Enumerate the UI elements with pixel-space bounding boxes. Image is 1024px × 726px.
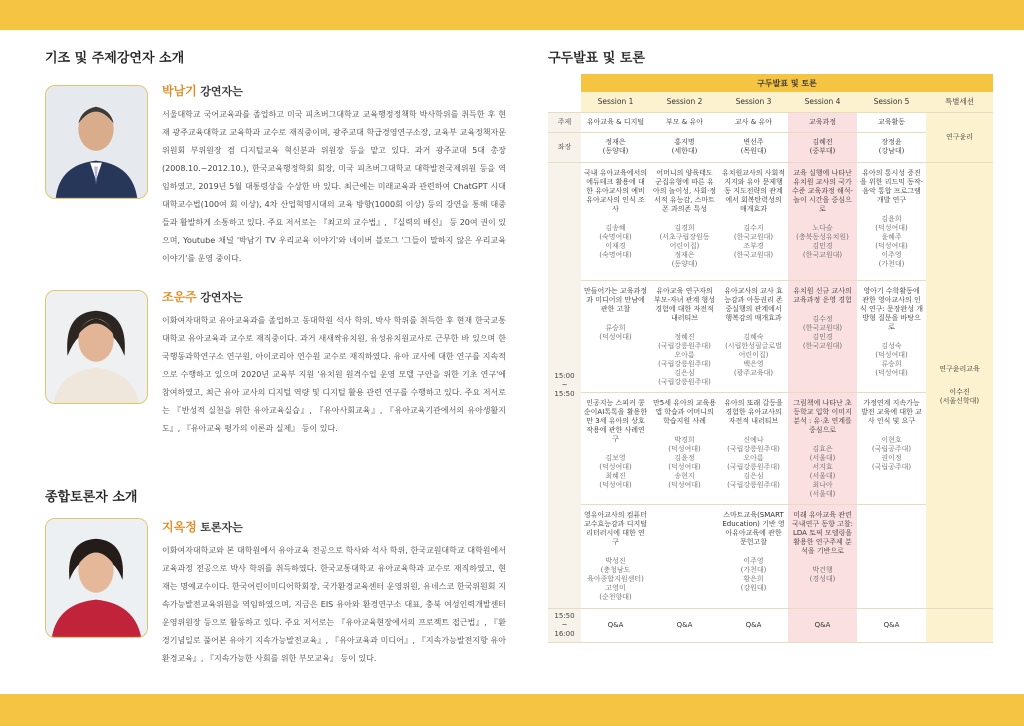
speaker-role: 강연자는 xyxy=(200,85,243,98)
presentation-cell: 유아교육 연구자의 부모-자녀 관계 형성 경험에 대한 자전적 내러티브 정혜진 (국립강릉원주대) 오아름 (국립강릉원주대) 김은심 (국립강릉원주대) xyxy=(650,280,719,392)
presenter-line: (광주교육대) xyxy=(733,368,774,377)
chair-name: 장정윤 xyxy=(881,138,902,146)
presenter-line: (덕성여대) xyxy=(875,350,908,359)
presentation-cell xyxy=(857,504,926,608)
chair-org: (강남대) xyxy=(878,147,905,155)
presenter-line: (국립강릉원주대) xyxy=(658,359,711,368)
chair-cell xyxy=(788,132,857,162)
presenter-line: 오아름 xyxy=(674,350,695,359)
presenter-line: (숙명여대) xyxy=(599,232,632,241)
session-label: Session 3 xyxy=(719,92,788,112)
topic-cell: 유아교육 & 디지털 xyxy=(581,112,650,132)
presenter-line: 육아종합지원센터) xyxy=(587,574,644,583)
speaker-bio-2 xyxy=(162,288,506,438)
speaker-photo-2 xyxy=(45,290,148,404)
chair-label: 좌장 xyxy=(548,132,581,162)
presenter-line: 김보영 xyxy=(605,453,626,462)
presenter-line: (덕성여대) xyxy=(875,368,908,377)
presenter-line: 류승희 xyxy=(881,359,902,368)
presenter-line: (덕성여대) xyxy=(668,462,701,471)
presentation-cell: 유치원 신규 교사의 교육과정 운영 경험 김수정 (한국교원대) 김민경 (한국교원대) xyxy=(788,280,857,392)
presentation-row xyxy=(548,162,993,280)
qa-cell: Q&A xyxy=(788,608,857,642)
discussant-name: 지옥정 xyxy=(162,520,197,534)
session-label: Session 2 xyxy=(650,92,719,112)
presenter-line: (동양대) xyxy=(671,259,698,268)
presenter-line: 어린이집) xyxy=(669,241,700,250)
presentation-cell: 만들어가는 교육과정과 미디어의 만남에 관한 고찰 류승희 (덕성여대) xyxy=(581,280,650,392)
presenter-line: 김민경 xyxy=(812,241,833,250)
discussant-section-title: 종합토론자 소개 xyxy=(45,490,138,505)
presenter-line: (국립공주대) xyxy=(871,462,912,471)
presenter-line: 서지효 xyxy=(812,462,833,471)
presenter-line: 백은영 xyxy=(743,359,764,368)
presenter-line: 이주영 xyxy=(743,556,764,565)
presenter-line: (덕성여대) xyxy=(668,444,701,453)
chair-name: 홍지명 xyxy=(674,138,695,146)
presentation-cell: 스마트교육(SMART Education) 기반 영아유아교육에 관한 문헌고찰 이주영 (가천대) 황은희 (강원대) xyxy=(719,504,788,608)
presenter-line: 최혜진 xyxy=(605,471,626,480)
presenter-line: 권이정 xyxy=(881,453,902,462)
presenter-line: 김송혜 xyxy=(605,223,626,232)
presentation-cell xyxy=(650,504,719,608)
presenter-line: (서울대) xyxy=(809,471,836,480)
qa-cell: Q&A xyxy=(650,608,719,642)
discussant-bio xyxy=(162,518,506,668)
topic-cell: 교육활동 xyxy=(857,112,926,132)
presentation-cell: 국내 유아교육에서의 에듀테크 활용에 대한 유아교사의 예비 유아교사의 인식 조사 김송혜 (숙명여대) 이재경 (숙명여대) xyxy=(581,162,650,280)
presentation-cell: 교육 실행에 나타난 유치원 교사의 국가수준 교육과정 해석-놀이 시간을 중심으로 노다슬 (충북동성유치원) 김민경 (한국교원대) xyxy=(788,162,857,280)
session-label: Session 1 xyxy=(581,92,650,112)
presenter-line: (덕성여대) xyxy=(599,480,632,489)
presentation-cell: 인공지능 스피커 콩순이AI톡톡을 활용한 만 3세 유아의 상호작용에 관한 사례연구 김보영 (덕성여대) 최혜진 (덕성여대) xyxy=(581,392,650,504)
qa-cell: Q&A xyxy=(581,608,650,642)
presenter-line: (국립강릉원주대) xyxy=(658,377,711,386)
speaker-bio-1 xyxy=(162,82,506,268)
presentation-cell: 유아교사의 교사 효능감과 아동권리 존중실행의 관계에서 행복감의 매개효과 김혜숙 (시립한성필글로벌 어린이집) 백은영 (광주교육대) xyxy=(719,280,788,392)
presenter-line: (국립강릉원주대) xyxy=(727,444,780,453)
presenter-line: (서울대) xyxy=(809,489,836,498)
session-label: Session 5 xyxy=(857,92,926,112)
person-silhouette-icon xyxy=(46,519,147,637)
presenter-line: 황은희 xyxy=(743,574,764,583)
presenter-line: 신예나 xyxy=(743,435,764,444)
person-silhouette-icon xyxy=(46,86,147,198)
presenter-line: 윤혜주 xyxy=(881,232,902,241)
topic-cell: 교사 & 유아 xyxy=(719,112,788,132)
speaker-bio-text: 이화여자대학교 유아교육과를 졸업하고 동대학원 석사 학위, 박사 학위를 취득한 후 현재 한국교통대학교 유아교육과 교수로 재직중이다. 과거 새새싹유치원, 유성유치원교사로 근무한 바 있으며 한국행동과학연구소 연구원, 아이코리아 연수원 교수로 재직하였다. 유아 교사에 대한 연구를 지속적으로 수행하고 있으며 2020년 교육부 지원 '유치원 원격수업 운영 모델 구안을 위한 기초 연구'에 참여하였고, 최근 유아 교사의 디지털 역량 및 디지털 활용 관련 연구를 수행하고 있다. 주요 저서로는 『반성적 실천을 위한 유아교육실습』, 『유아사회교육』, 『유아교육기관에서의 유아생활지도』, 『유아교육 평가의 이론과 실제』 등이 있다. xyxy=(162,316,506,433)
presenter-line: (덕성여대) xyxy=(668,480,701,489)
bottom-band xyxy=(0,694,1024,726)
presenter-line: 김은심 xyxy=(743,471,764,480)
presenter-line: 김경희 xyxy=(674,223,695,232)
presentation-cell: 영유아교사의 컴퓨터 교수효능감과 디지털 리터러시에 대한 연구 박성진 (충청남도 육아종합지원센터) 고영미 (순천향대) xyxy=(581,504,650,608)
presentation-cell: 그림책에 나타난 초등학교 입학 이미지 분석 : 유·초 연계를 중심으로 김효은 (서울대) 서지효 (서울대) 최나아 (서울대) xyxy=(788,392,857,504)
presentation-cell: 유아의 통시성 증진을 위한 리드믹 동작·음악 통합 프로그램 개발 연구 김윤희 (덕성여대) 윤혜주 (덕성여대) 이주영 (가천대) xyxy=(857,162,926,280)
presentation-cell: 어머니의 양육태도 군집유형에 따른 유아의 놀이성, 사회·정서적 유능감, 스마트폰 과의존 특성 김경희 (서초구립장원동 어린이집) 정재은 (동양대) xyxy=(650,162,719,280)
person-silhouette-icon xyxy=(46,291,147,403)
presenter-line: 조부경 xyxy=(743,241,764,250)
chair-org: (중부대) xyxy=(809,147,836,155)
qa-cell-empty xyxy=(926,608,993,642)
presentation-cell: 영아기 수학활동에 관한 영아교사의 인식 연구: 문장완성 개방형 질문을 바탕으로 김성숙 (덕성여대) 류승희 (덕성여대) xyxy=(857,280,926,392)
presenter-line: 김수지 xyxy=(743,223,764,232)
table-header-row xyxy=(548,74,993,92)
presenter-line: 노다슬 xyxy=(812,223,833,232)
presenter-line: 어린이집) xyxy=(738,350,769,359)
top-band xyxy=(0,0,1024,30)
speakers-section-title: 기조 및 주제강연자 소개 xyxy=(45,51,185,66)
presenter-line: 김윤희 xyxy=(881,214,902,223)
presenter-line: (순천향대) xyxy=(599,592,632,601)
chair-name: 정재은 xyxy=(605,138,626,146)
presenter-line: 이재경 xyxy=(605,241,626,250)
speaker-role: 강연자는 xyxy=(200,291,243,304)
presenter-line: (국립공주대) xyxy=(871,444,912,453)
discussant-photo xyxy=(45,518,148,638)
presenter-line: (한국교원대) xyxy=(733,232,774,241)
time-label-2: 15:50 ~ 16:00 xyxy=(548,608,581,642)
presenter-line: (덕성여대) xyxy=(875,223,908,232)
presenter-line: (경성대) xyxy=(809,574,836,583)
presenter-line: 김성숙 xyxy=(881,341,902,350)
presenter-line: 김혜숙 xyxy=(743,332,764,341)
presenter-line: (가천대) xyxy=(878,259,905,268)
presenter-line: (충북동성유치원) xyxy=(796,232,849,241)
chair-cell xyxy=(719,132,788,162)
presenter-line: 송현지 xyxy=(674,471,695,480)
presenter-line: 이현호 xyxy=(881,435,902,444)
topic-label: 주제 xyxy=(548,112,581,132)
presenter-line: 류승희 xyxy=(605,323,626,332)
presenter-line: (덕성여대) xyxy=(599,462,632,471)
presenter-line: (국립강릉원주대) xyxy=(727,462,780,471)
presentation-cell: 유치원교사의 사회적지지와 유아 문제행동 지도전략의 관계에서 회복탄력성의 매개효과 김수지 (한국교원대) 조부경 (한국교원대) xyxy=(719,162,788,280)
discussant-bio-text: 이화여자대학교와 본 대학원에서 유아교육 전공으로 학사와 석사 학위, 한국교원대학교 대학원에서 교육과정 전공으로 박사 학위를 취득하였다. 한국교통대학교 유아교육학과 교수로 재직하였고, 현재는 명예교수이다. 한국어린이미디어학회장, 국가환경교육센터 운영위원, 유네스코 한국위원회 지속가능발전교육위원을 역임하였으며, 지금은 EIS 유아와 환경연구소 대표, 충북 여성인력개발센터 운영위원장 등으로 활동하고 있다. 주요 저서로는 『유아교육현장에서의 프로젝트 접근법』, 『환경기념일로 풀어본 유아기 지속가능발전교육』, 『유아교육과 미디어』, 『지속가능발전지향 유아환경교육』, 『지속가능한 사회를 위한 부모교육』 등이 있다. xyxy=(162,546,506,663)
session-label: Session 4 xyxy=(788,92,857,112)
presenter-line: 정혜진 xyxy=(674,332,695,341)
presenter-line: 김효은 xyxy=(812,444,833,453)
special-session-label: 특별세션 xyxy=(926,92,993,112)
presenter-line: 김윤정 xyxy=(674,453,695,462)
presenter-line: (시립한성필글로벌 xyxy=(725,341,782,350)
program-section-title: 구두발표 및 토론 xyxy=(548,51,645,66)
chair-org: (목원대) xyxy=(740,147,767,155)
chair-org: (세한대) xyxy=(671,147,698,155)
presenter-line: 김민경 xyxy=(812,332,833,341)
chair-name: 김혜전 xyxy=(812,138,833,146)
presenter-line: (국립강릉원주대) xyxy=(727,480,780,489)
qa-row xyxy=(548,608,993,642)
presentation-cell: 가정연계 지속가능 발전 교육에 대한 교사 인식 및 요구 이현호 (국립공주대) 권이정 (국립공주대) xyxy=(857,392,926,504)
program-table xyxy=(548,74,993,643)
presenter-line: (한국교원대) xyxy=(733,250,774,259)
chair-cell xyxy=(581,132,650,162)
presenter-line: (강원대) xyxy=(740,583,767,592)
chair-cell xyxy=(650,132,719,162)
presenter-line: (한국교원대) xyxy=(802,250,843,259)
speaker-photo-1 xyxy=(45,85,148,199)
speaker-bio-text: 서울대학교 국어교육과를 졸업하고 미국 피츠버그대학교 교육행정정책학 박사학위를 취득한 후 현재 광주교육대학교 교육학과 교수로 재직중이며, 광주교대 학급경영연구소장, 교육부 교육정책자문위원회 부위원장 겸 디지털교육 혁신분과 위원장 등을 맡고 있다. 과거 광주교대 5대 총장(2008.10.~2012.10.), 한국교육행정학회 회장, 미국 피츠버그대학교 대학발전국제위원 등을 역임하였고, 2019년 5월 대통령상을 수상한 바 있다. 최근에는 미래교육과 관련하여 ChatGPT 시대 대학교수법(100여 회 이상), 4차 산업혁명시대의 교육 방향(1000회 이상) 등의 강연을 통해 대중들과 활발하게 소통하고 있다. 주요 저서로는 『최고의 교수법』, 『실력의 배신』 등 20여 권이 있으며, Youtube 채널 '박남기 TV 우리교육 이야기'와 네이버 블로그 '그들이 말하지 않은 우리교육 이야기'를 운영 중이다. xyxy=(162,110,506,263)
speaker-name: 조운주 xyxy=(162,290,197,304)
presenter-line: 김은심 xyxy=(674,368,695,377)
presenter-line: 박성진 xyxy=(605,556,626,565)
special-session-cell: 연구윤리교육 이수진 (서울신학대) xyxy=(926,162,993,608)
presenter-line: (서초구립장원동 xyxy=(659,232,710,241)
presenter-line: (충청남도 xyxy=(600,565,631,574)
presenter-line: 정재은 xyxy=(674,250,695,259)
presenter-line: 최나아 xyxy=(812,480,833,489)
qa-cell: Q&A xyxy=(857,608,926,642)
table-header: 구두발표 및 토론 xyxy=(581,74,993,92)
chair-cell xyxy=(857,132,926,162)
presenter-line: (서울대) xyxy=(809,453,836,462)
presenter-line: (덕성여대) xyxy=(599,332,632,341)
chair-name: 변선주 xyxy=(743,138,764,146)
presenter-line: (덕성여대) xyxy=(875,241,908,250)
presentation-cell: 만5세 유아의 교육용 앱 학습과 어머니의 학습지원 사례 박경희 (덕성여대) 김윤정 (덕성여대) 송현지 (덕성여대) xyxy=(650,392,719,504)
topic-cell: 교육과정 xyxy=(788,112,857,132)
presenter-line: 이주영 xyxy=(881,250,902,259)
presenter-line: 고영미 xyxy=(605,583,626,592)
presentation-cell: 미래 유아교육 관련 국내연구 동향 고찰: LDA 토픽 모델링을 활용한 연구주제 분석을 기반으로 박건행 (경성대) xyxy=(788,504,857,608)
presenter-line: (한국교원대) xyxy=(802,341,843,350)
special-topic: 연구윤리 xyxy=(926,112,993,162)
presenter-line: (국립강릉원주대) xyxy=(658,341,711,350)
topic-cell: 부모 & 유아 xyxy=(650,112,719,132)
presenter-line: (숙명여대) xyxy=(599,250,632,259)
presentation-cell: 유아의 또래 갈등을 경험한 유아교사의 자전적 내러티브 신예나 (국립강릉원주대) 오아름 (국립강릉원주대) 김은심 (국립강릉원주대) xyxy=(719,392,788,504)
speaker-name: 박남기 xyxy=(162,84,197,98)
qa-cell: Q&A xyxy=(719,608,788,642)
presenter-line: 김수정 xyxy=(812,314,833,323)
presenter-line: 오아름 xyxy=(743,453,764,462)
presenter-line: 박경희 xyxy=(674,435,695,444)
session-row xyxy=(548,92,993,112)
chair-org: (동양대) xyxy=(602,147,629,155)
topic-row xyxy=(548,112,993,132)
discussant-role: 토론자는 xyxy=(200,521,243,534)
presenter-line: 박건행 xyxy=(812,565,833,574)
presenter-line: (가천대) xyxy=(740,565,767,574)
time-label-1: 15:00 ~ 15:50 xyxy=(548,162,581,608)
presenter-line: (한국교원대) xyxy=(802,323,843,332)
